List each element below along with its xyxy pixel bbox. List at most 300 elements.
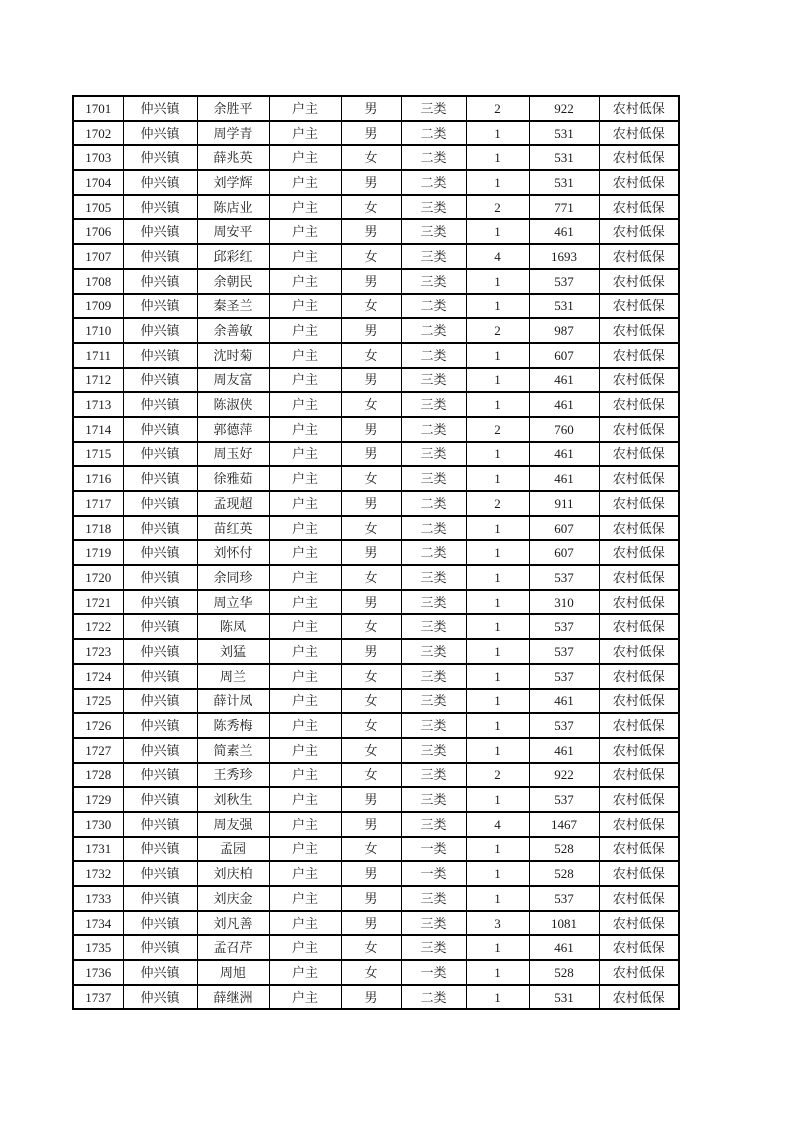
amount-cell: 531 <box>529 145 599 170</box>
serial-number-cell: 1701 <box>73 96 123 121</box>
category-cell: 三类 <box>401 911 466 936</box>
relation-to-head-cell: 户主 <box>269 565 341 590</box>
category-cell: 三类 <box>401 368 466 393</box>
name-cell: 周友强 <box>197 812 269 837</box>
subsidy-type-cell: 农村低保 <box>599 985 679 1010</box>
category-cell: 二类 <box>401 417 466 442</box>
serial-number-cell: 1723 <box>73 639 123 664</box>
town-cell: 仲兴镇 <box>123 837 197 862</box>
amount-cell: 531 <box>529 985 599 1010</box>
town-cell: 仲兴镇 <box>123 590 197 615</box>
name-cell: 刘凡善 <box>197 911 269 936</box>
table-row <box>73 689 679 714</box>
amount-cell: 461 <box>529 935 599 960</box>
town-cell: 仲兴镇 <box>123 368 197 393</box>
subsidy-type-cell: 农村低保 <box>599 861 679 886</box>
name-cell: 薛兆英 <box>197 145 269 170</box>
amount-cell: 461 <box>529 689 599 714</box>
amount-cell: 537 <box>529 614 599 639</box>
person-count-cell: 2 <box>466 491 529 516</box>
relation-to-head-cell: 户主 <box>269 219 341 244</box>
category-cell: 二类 <box>401 318 466 343</box>
name-cell: 余善敏 <box>197 318 269 343</box>
town-cell: 仲兴镇 <box>123 442 197 467</box>
serial-number-cell: 1731 <box>73 837 123 862</box>
category-cell: 三类 <box>401 565 466 590</box>
gender-cell: 女 <box>341 614 401 639</box>
amount-cell: 1693 <box>529 244 599 269</box>
amount-cell: 531 <box>529 170 599 195</box>
relation-to-head-cell: 户主 <box>269 343 341 368</box>
gender-cell: 男 <box>341 886 401 911</box>
town-cell: 仲兴镇 <box>123 911 197 936</box>
town-cell: 仲兴镇 <box>123 195 197 220</box>
category-cell: 三类 <box>401 812 466 837</box>
name-cell: 周学青 <box>197 121 269 146</box>
person-count-cell: 1 <box>466 170 529 195</box>
amount-cell: 461 <box>529 368 599 393</box>
gender-cell: 男 <box>341 269 401 294</box>
subsidy-type-cell: 农村低保 <box>599 392 679 417</box>
town-cell: 仲兴镇 <box>123 417 197 442</box>
subsidy-type-cell: 农村低保 <box>599 343 679 368</box>
person-count-cell: 1 <box>466 145 529 170</box>
gender-cell: 女 <box>341 960 401 985</box>
relation-to-head-cell: 户主 <box>269 121 341 146</box>
subsidy-type-cell: 农村低保 <box>599 417 679 442</box>
serial-number-cell: 1720 <box>73 565 123 590</box>
relation-to-head-cell: 户主 <box>269 763 341 788</box>
person-count-cell: 1 <box>466 294 529 319</box>
subsidy-type-cell: 农村低保 <box>599 837 679 862</box>
town-cell: 仲兴镇 <box>123 565 197 590</box>
town-cell: 仲兴镇 <box>123 861 197 886</box>
records-table-body <box>73 96 679 1009</box>
category-cell: 三类 <box>401 244 466 269</box>
relation-to-head-cell: 户主 <box>269 812 341 837</box>
relation-to-head-cell: 户主 <box>269 614 341 639</box>
table-row <box>73 787 679 812</box>
relation-to-head-cell: 户主 <box>269 639 341 664</box>
serial-number-cell: 1737 <box>73 985 123 1010</box>
amount-cell: 537 <box>529 269 599 294</box>
town-cell: 仲兴镇 <box>123 787 197 812</box>
table-row <box>73 219 679 244</box>
table-row <box>73 121 679 146</box>
relation-to-head-cell: 户主 <box>269 392 341 417</box>
name-cell: 陈凤 <box>197 614 269 639</box>
amount-cell: 537 <box>529 664 599 689</box>
person-count-cell: 2 <box>466 195 529 220</box>
table-row <box>73 318 679 343</box>
relation-to-head-cell: 户主 <box>269 935 341 960</box>
category-cell: 三类 <box>401 195 466 220</box>
person-count-cell: 1 <box>466 392 529 417</box>
gender-cell: 男 <box>341 639 401 664</box>
serial-number-cell: 1727 <box>73 738 123 763</box>
person-count-cell: 1 <box>466 516 529 541</box>
table-row <box>73 540 679 565</box>
relation-to-head-cell: 户主 <box>269 664 341 689</box>
category-cell: 三类 <box>401 442 466 467</box>
amount-cell: 607 <box>529 540 599 565</box>
name-cell: 孟园 <box>197 837 269 862</box>
subsidy-type-cell: 农村低保 <box>599 590 679 615</box>
relation-to-head-cell: 户主 <box>269 516 341 541</box>
category-cell: 三类 <box>401 96 466 121</box>
gender-cell: 女 <box>341 195 401 220</box>
amount-cell: 922 <box>529 96 599 121</box>
town-cell: 仲兴镇 <box>123 145 197 170</box>
person-count-cell: 1 <box>466 935 529 960</box>
category-cell: 二类 <box>401 294 466 319</box>
town-cell: 仲兴镇 <box>123 318 197 343</box>
gender-cell: 男 <box>341 985 401 1010</box>
gender-cell: 男 <box>341 417 401 442</box>
subsidy-type-cell: 农村低保 <box>599 318 679 343</box>
person-count-cell: 1 <box>466 639 529 664</box>
serial-number-cell: 1721 <box>73 590 123 615</box>
relation-to-head-cell: 户主 <box>269 540 341 565</box>
person-count-cell: 1 <box>466 442 529 467</box>
name-cell: 刘怀付 <box>197 540 269 565</box>
amount-cell: 461 <box>529 442 599 467</box>
subsidy-type-cell: 农村低保 <box>599 664 679 689</box>
name-cell: 王秀珍 <box>197 763 269 788</box>
amount-cell: 461 <box>529 738 599 763</box>
town-cell: 仲兴镇 <box>123 614 197 639</box>
category-cell: 二类 <box>401 540 466 565</box>
table-row <box>73 294 679 319</box>
serial-number-cell: 1703 <box>73 145 123 170</box>
gender-cell: 女 <box>341 145 401 170</box>
table-row <box>73 516 679 541</box>
gender-cell: 男 <box>341 787 401 812</box>
category-cell: 三类 <box>401 219 466 244</box>
town-cell: 仲兴镇 <box>123 343 197 368</box>
table-row <box>73 763 679 788</box>
serial-number-cell: 1706 <box>73 219 123 244</box>
serial-number-cell: 1712 <box>73 368 123 393</box>
table-row <box>73 886 679 911</box>
gender-cell: 女 <box>341 763 401 788</box>
gender-cell: 女 <box>341 294 401 319</box>
amount-cell: 1081 <box>529 911 599 936</box>
gender-cell: 女 <box>341 837 401 862</box>
person-count-cell: 1 <box>466 269 529 294</box>
category-cell: 二类 <box>401 491 466 516</box>
gender-cell: 男 <box>341 590 401 615</box>
category-cell: 三类 <box>401 689 466 714</box>
subsidy-type-cell: 农村低保 <box>599 516 679 541</box>
person-count-cell: 4 <box>466 244 529 269</box>
name-cell: 周友富 <box>197 368 269 393</box>
town-cell: 仲兴镇 <box>123 763 197 788</box>
amount-cell: 528 <box>529 960 599 985</box>
town-cell: 仲兴镇 <box>123 689 197 714</box>
table-row <box>73 935 679 960</box>
town-cell: 仲兴镇 <box>123 392 197 417</box>
category-cell: 三类 <box>401 466 466 491</box>
subsidy-type-cell: 农村低保 <box>599 219 679 244</box>
table-row <box>73 590 679 615</box>
table-row <box>73 960 679 985</box>
town-cell: 仲兴镇 <box>123 491 197 516</box>
name-cell: 徐雅茹 <box>197 466 269 491</box>
name-cell: 余同珍 <box>197 565 269 590</box>
category-cell: 一类 <box>401 861 466 886</box>
town-cell: 仲兴镇 <box>123 170 197 195</box>
category-cell: 二类 <box>401 516 466 541</box>
serial-number-cell: 1719 <box>73 540 123 565</box>
town-cell: 仲兴镇 <box>123 935 197 960</box>
subsidy-type-cell: 农村低保 <box>599 565 679 590</box>
relation-to-head-cell: 户主 <box>269 787 341 812</box>
category-cell: 二类 <box>401 985 466 1010</box>
gender-cell: 男 <box>341 96 401 121</box>
relation-to-head-cell: 户主 <box>269 837 341 862</box>
town-cell: 仲兴镇 <box>123 269 197 294</box>
serial-number-cell: 1733 <box>73 886 123 911</box>
gender-cell: 男 <box>341 442 401 467</box>
name-cell: 薛继洲 <box>197 985 269 1010</box>
serial-number-cell: 1714 <box>73 417 123 442</box>
amount-cell: 461 <box>529 219 599 244</box>
relation-to-head-cell: 户主 <box>269 244 341 269</box>
person-count-cell: 1 <box>466 886 529 911</box>
table-row <box>73 96 679 121</box>
subsidy-type-cell: 农村低保 <box>599 886 679 911</box>
subsidy-type-cell: 农村低保 <box>599 96 679 121</box>
amount-cell: 461 <box>529 466 599 491</box>
table-row <box>73 639 679 664</box>
subsidy-type-cell: 农村低保 <box>599 442 679 467</box>
subsidy-type-cell: 农村低保 <box>599 466 679 491</box>
name-cell: 刘学辉 <box>197 170 269 195</box>
serial-number-cell: 1736 <box>73 960 123 985</box>
category-cell: 二类 <box>401 145 466 170</box>
person-count-cell: 1 <box>466 590 529 615</box>
person-count-cell: 2 <box>466 318 529 343</box>
table-row <box>73 195 679 220</box>
gender-cell: 男 <box>341 170 401 195</box>
gender-cell: 女 <box>341 466 401 491</box>
gender-cell: 女 <box>341 689 401 714</box>
serial-number-cell: 1730 <box>73 812 123 837</box>
person-count-cell: 1 <box>466 713 529 738</box>
serial-number-cell: 1709 <box>73 294 123 319</box>
person-count-cell: 1 <box>466 540 529 565</box>
person-count-cell: 1 <box>466 787 529 812</box>
town-cell: 仲兴镇 <box>123 738 197 763</box>
category-cell: 三类 <box>401 935 466 960</box>
relation-to-head-cell: 户主 <box>269 861 341 886</box>
amount-cell: 1467 <box>529 812 599 837</box>
subsidy-type-cell: 农村低保 <box>599 244 679 269</box>
name-cell: 郭德萍 <box>197 417 269 442</box>
relation-to-head-cell: 户主 <box>269 294 341 319</box>
town-cell: 仲兴镇 <box>123 540 197 565</box>
gender-cell: 男 <box>341 911 401 936</box>
serial-number-cell: 1717 <box>73 491 123 516</box>
relation-to-head-cell: 户主 <box>269 318 341 343</box>
category-cell: 三类 <box>401 886 466 911</box>
gender-cell: 女 <box>341 516 401 541</box>
name-cell: 陈秀梅 <box>197 713 269 738</box>
gender-cell: 女 <box>341 244 401 269</box>
amount-cell: 760 <box>529 417 599 442</box>
gender-cell: 女 <box>341 392 401 417</box>
gender-cell: 男 <box>341 861 401 886</box>
town-cell: 仲兴镇 <box>123 713 197 738</box>
name-cell: 陈店业 <box>197 195 269 220</box>
person-count-cell: 2 <box>466 417 529 442</box>
name-cell: 简素兰 <box>197 738 269 763</box>
category-cell: 二类 <box>401 343 466 368</box>
name-cell: 余朝民 <box>197 269 269 294</box>
amount-cell: 531 <box>529 294 599 319</box>
table-row <box>73 392 679 417</box>
town-cell: 仲兴镇 <box>123 466 197 491</box>
subsidy-type-cell: 农村低保 <box>599 960 679 985</box>
relation-to-head-cell: 户主 <box>269 417 341 442</box>
table-row <box>73 911 679 936</box>
subsidy-type-cell: 农村低保 <box>599 812 679 837</box>
town-cell: 仲兴镇 <box>123 886 197 911</box>
gender-cell: 男 <box>341 219 401 244</box>
category-cell: 一类 <box>401 837 466 862</box>
name-cell: 周玉好 <box>197 442 269 467</box>
category-cell: 三类 <box>401 664 466 689</box>
category-cell: 三类 <box>401 763 466 788</box>
town-cell: 仲兴镇 <box>123 985 197 1010</box>
table-row <box>73 244 679 269</box>
table-row <box>73 664 679 689</box>
table-row <box>73 368 679 393</box>
town-cell: 仲兴镇 <box>123 244 197 269</box>
name-cell: 孟召芹 <box>197 935 269 960</box>
person-count-cell: 1 <box>466 738 529 763</box>
table-row <box>73 565 679 590</box>
person-count-cell: 2 <box>466 96 529 121</box>
serial-number-cell: 1715 <box>73 442 123 467</box>
name-cell: 周立华 <box>197 590 269 615</box>
amount-cell: 537 <box>529 787 599 812</box>
gender-cell: 男 <box>341 812 401 837</box>
subsidy-type-cell: 农村低保 <box>599 763 679 788</box>
subsidy-type-cell: 农村低保 <box>599 540 679 565</box>
relation-to-head-cell: 户主 <box>269 886 341 911</box>
relation-to-head-cell: 户主 <box>269 269 341 294</box>
serial-number-cell: 1724 <box>73 664 123 689</box>
serial-number-cell: 1729 <box>73 787 123 812</box>
town-cell: 仲兴镇 <box>123 960 197 985</box>
subsidy-type-cell: 农村低保 <box>599 368 679 393</box>
category-cell: 三类 <box>401 269 466 294</box>
name-cell: 孟现超 <box>197 491 269 516</box>
table-row <box>73 812 679 837</box>
subsidy-type-cell: 农村低保 <box>599 145 679 170</box>
relation-to-head-cell: 户主 <box>269 590 341 615</box>
person-count-cell: 4 <box>466 812 529 837</box>
category-cell: 三类 <box>401 738 466 763</box>
amount-cell: 537 <box>529 713 599 738</box>
person-count-cell: 1 <box>466 565 529 590</box>
town-cell: 仲兴镇 <box>123 639 197 664</box>
table-row <box>73 170 679 195</box>
town-cell: 仲兴镇 <box>123 516 197 541</box>
person-count-cell: 1 <box>466 861 529 886</box>
person-count-cell: 1 <box>466 368 529 393</box>
gender-cell: 女 <box>341 713 401 738</box>
name-cell: 周安平 <box>197 219 269 244</box>
person-count-cell: 1 <box>466 343 529 368</box>
amount-cell: 607 <box>529 516 599 541</box>
gender-cell: 男 <box>341 540 401 565</box>
category-cell: 三类 <box>401 392 466 417</box>
table-row <box>73 343 679 368</box>
relation-to-head-cell: 户主 <box>269 96 341 121</box>
category-cell: 三类 <box>401 614 466 639</box>
serial-number-cell: 1718 <box>73 516 123 541</box>
person-count-cell: 1 <box>466 664 529 689</box>
serial-number-cell: 1725 <box>73 689 123 714</box>
serial-number-cell: 1734 <box>73 911 123 936</box>
amount-cell: 771 <box>529 195 599 220</box>
serial-number-cell: 1702 <box>73 121 123 146</box>
serial-number-cell: 1708 <box>73 269 123 294</box>
category-cell: 三类 <box>401 590 466 615</box>
gender-cell: 男 <box>341 318 401 343</box>
gender-cell: 女 <box>341 565 401 590</box>
serial-number-cell: 1711 <box>73 343 123 368</box>
table-row <box>73 738 679 763</box>
name-cell: 刘庆柏 <box>197 861 269 886</box>
relation-to-head-cell: 户主 <box>269 738 341 763</box>
name-cell: 刘庆金 <box>197 886 269 911</box>
person-count-cell: 1 <box>466 689 529 714</box>
relation-to-head-cell: 户主 <box>269 960 341 985</box>
town-cell: 仲兴镇 <box>123 664 197 689</box>
table-row <box>73 442 679 467</box>
serial-number-cell: 1716 <box>73 466 123 491</box>
person-count-cell: 1 <box>466 121 529 146</box>
table-row <box>73 713 679 738</box>
amount-cell: 461 <box>529 392 599 417</box>
amount-cell: 922 <box>529 763 599 788</box>
name-cell: 秦圣兰 <box>197 294 269 319</box>
gender-cell: 男 <box>341 491 401 516</box>
person-count-cell: 1 <box>466 837 529 862</box>
table-row <box>73 417 679 442</box>
name-cell: 周兰 <box>197 664 269 689</box>
name-cell: 薛计凤 <box>197 689 269 714</box>
gender-cell: 女 <box>341 343 401 368</box>
relation-to-head-cell: 户主 <box>269 368 341 393</box>
relation-to-head-cell: 户主 <box>269 170 341 195</box>
name-cell: 沈时菊 <box>197 343 269 368</box>
name-cell: 刘猛 <box>197 639 269 664</box>
serial-number-cell: 1735 <box>73 935 123 960</box>
amount-cell: 528 <box>529 861 599 886</box>
table-row <box>73 269 679 294</box>
serial-number-cell: 1726 <box>73 713 123 738</box>
table-row <box>73 491 679 516</box>
table-row <box>73 985 679 1010</box>
serial-number-cell: 1713 <box>73 392 123 417</box>
serial-number-cell: 1705 <box>73 195 123 220</box>
subsidy-type-cell: 农村低保 <box>599 639 679 664</box>
